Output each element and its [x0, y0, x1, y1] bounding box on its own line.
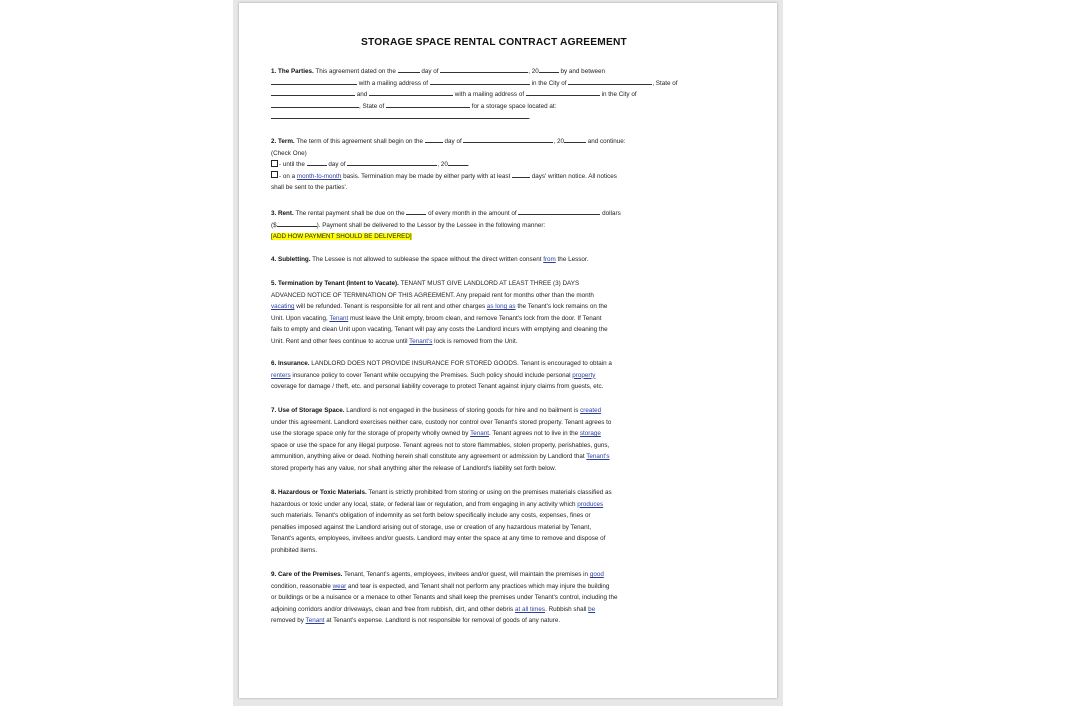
- section-hazardous-materials: [271, 487, 717, 557]
- link[interactable]: Tenant: [470, 430, 489, 438]
- text: and tear is expected, and Tenant shall not perform any practices which may injure the building: [348, 582, 610, 590]
- text: shall be sent to the parties'.: [271, 184, 348, 192]
- section-termination: [271, 278, 717, 348]
- link[interactable]: month-to-month: [296, 172, 342, 180]
- text: day of: [328, 161, 346, 169]
- text: (Check One): [271, 149, 307, 157]
- text: Tenant's agents, employees, invitees and/or guests. Landlord may enter the space at any time to remove and dispose of: [271, 535, 606, 543]
- text: . Rubbish shall: [545, 605, 587, 613]
- text: days' written notice. All notices: [531, 172, 617, 180]
- link[interactable]: Tenant's: [586, 453, 610, 461]
- blank-field[interactable]: [277, 220, 317, 227]
- blank-field[interactable]: [386, 101, 470, 108]
- text: Tenant is strictly prohibited from storing or using on the premises materials classified as: [368, 489, 612, 496]
- blank-field[interactable]: [440, 66, 528, 73]
- blank-field[interactable]: [271, 89, 355, 96]
- section-heading: 2. Term.: [271, 138, 295, 145]
- text: adjoining corridors and/or driveways, clean and free from rubbish, dirt, and other debris: [271, 605, 514, 613]
- checkbox-month-to-month[interactable]: [271, 171, 278, 178]
- text: Unit. Upon vacating,: [271, 314, 328, 322]
- text: will be refunded. Tenant is responsible for all rent and other charges: [296, 303, 486, 311]
- section-parties: 1. The Parties. This agreement dated on the day of , 20 by and between with a mailing address of in the City of , State of and with a mailing address of in the City of , State of for a storage space located at: .: [271, 68, 678, 122]
- text: dollars: [602, 210, 621, 217]
- blank-field[interactable]: [425, 136, 443, 143]
- blank-field[interactable]: [406, 208, 426, 215]
- text: - on a: [279, 172, 296, 180]
- text: stored property has any value, nor shall anything alter the release of Landlord's liability set forth below.: [271, 464, 557, 472]
- link[interactable]: Tenant: [329, 314, 349, 322]
- section-insurance: [271, 358, 717, 393]
- text: Landlord is not engaged in the business of storing goods for hire and no bailment is: [346, 407, 579, 414]
- link[interactable]: Tenant: [305, 617, 325, 625]
- section-care-of-premises: [271, 569, 717, 627]
- section-term: 2. Term. The term of this agreement shall begin on the day of , 20 and continue: (Check One) - until the day of , 20 . - on a month-to-month basis. Termination may be made by either party with at least days' written notice. All notices shall be sent to the parties'.: [271, 138, 626, 192]
- section-heading: 7. Use of Storage Space.: [271, 407, 345, 414]
- blank-field[interactable]: [448, 159, 468, 166]
- link[interactable]: produces: [577, 500, 604, 508]
- section-heading: 8. Hazardous or Toxic Materials.: [271, 489, 367, 496]
- text: by and between: [560, 68, 605, 75]
- text: the Lessor.: [557, 256, 589, 263]
- link[interactable]: created: [580, 407, 602, 414]
- text: , 20: [528, 68, 539, 75]
- text: . Tenant agrees not to live in the: [488, 430, 579, 438]
- blank-field[interactable]: [463, 136, 553, 143]
- blank-field[interactable]: [512, 171, 530, 178]
- highlighted-placeholder: [ADD HOW PAYMENT SHOULD BE DELIVERED]: [271, 233, 412, 241]
- text: fails to empty and clean Unit upon vacating, Tenant will pay any costs the Landlord incurs with emptying and cleaning the: [271, 326, 608, 334]
- text: insurance policy to cover Tenant while occupying the Premises. Such policy should include personal: [292, 371, 571, 379]
- blank-field[interactable]: [271, 101, 359, 108]
- link[interactable]: good: [589, 571, 604, 578]
- text: removed by: [271, 617, 304, 625]
- text: day of: [421, 68, 439, 75]
- blank-field[interactable]: [518, 208, 600, 215]
- blank-field[interactable]: [271, 112, 529, 119]
- text: , State of: [652, 79, 678, 87]
- text: and continue:: [587, 138, 626, 145]
- blank-field[interactable]: [539, 66, 559, 73]
- blank-field[interactable]: [568, 78, 652, 85]
- document-title: STORAGE SPACE RENTAL CONTRACT AGREEMENT: [361, 37, 627, 48]
- section-heading: 6. Insurance.: [271, 360, 310, 367]
- link[interactable]: storage: [579, 430, 601, 438]
- link[interactable]: vacating: [271, 303, 295, 311]
- text: ADVANCED NOTICE OF TERMINATION OF THIS AGREEMENT. Any prepaid rent for months other than the month: [271, 291, 594, 299]
- blank-field[interactable]: [347, 159, 437, 166]
- text: LANDLORD DOES NOT PROVIDE INSURANCE FOR STORED GOODS. Tenant is encouraged to obtain a: [311, 360, 612, 367]
- text: under this agreement. Landlord exercises neither care, custody nor control over Tenant's stored property. Tenant agrees to: [271, 418, 612, 426]
- checkbox-until[interactable]: [271, 160, 278, 167]
- text: or buildings or be a nuisance or a menace to other Tenants and shall keep the premises under Tenant's control, including the: [271, 594, 618, 602]
- blank-field[interactable]: [564, 136, 586, 143]
- text: coverage for damage / theft, etc. and personal liability coverage to protect Tenant against injury claims from guests, etc.: [271, 383, 604, 391]
- section-heading: 3. Rent.: [271, 210, 294, 217]
- text: basis. Termination may be made by either party with at least: [343, 172, 511, 180]
- text: and: [356, 91, 368, 99]
- text: in the City of: [601, 91, 637, 99]
- section-subletting: [271, 254, 717, 266]
- section-heading: 9. Care of the Premises.: [271, 571, 343, 578]
- text: This agreement dated on the: [315, 68, 396, 75]
- text: with a mailing address of: [358, 79, 429, 87]
- blank-field[interactable]: [307, 159, 327, 166]
- text: in the City of: [531, 79, 567, 87]
- text: use the storage space only for the storage of property wholly owned by: [271, 430, 469, 438]
- link[interactable]: as long as: [486, 303, 516, 311]
- section-use-of-storage-space: [271, 405, 717, 475]
- link[interactable]: property: [572, 371, 596, 379]
- text: Unit. Rent and other fees continue to accrue until: [271, 337, 408, 345]
- link[interactable]: at all times: [514, 605, 546, 613]
- text: ($: [271, 221, 277, 229]
- text: must leave the Unit empty, broom clean, and remove Tenant's lock from the door. If Tenant: [350, 314, 602, 322]
- text: lock is removed from the Unit.: [434, 337, 518, 345]
- blank-field[interactable]: [398, 66, 420, 73]
- text: ammunition, anything alive or dead. Nothing herein shall constitute any agreement or admission by Landlord that: [271, 453, 585, 461]
- blank-field[interactable]: [526, 89, 600, 96]
- blank-field[interactable]: [430, 78, 530, 85]
- text: prohibited items.: [271, 546, 318, 554]
- text: , State of: [359, 102, 385, 110]
- section-heading: 1. The Parties.: [271, 68, 314, 75]
- section-heading: 5. Termination by Tenant (Intent to Vacate).: [271, 280, 399, 287]
- text: at Tenant's expense. Landlord is not responsible for removal of goods of any nature.: [326, 617, 561, 625]
- text: hazardous or toxic under any local, state, or federal law or regulation, and from engaging in any activity which: [271, 500, 576, 508]
- text: for a storage space located at:: [471, 102, 557, 110]
- text: ). Payment shall be delivered to the Lessor by the Lessee in the following manner:: [316, 221, 546, 229]
- text: condition, reasonable: [271, 582, 331, 590]
- text: The term of this agreement shall begin on the: [296, 138, 424, 145]
- text: - until the: [279, 161, 305, 169]
- text: of every month in the amount of: [428, 210, 517, 217]
- text: , 20: [553, 138, 564, 145]
- section-heading: 4. Subletting.: [271, 256, 311, 263]
- link[interactable]: renters: [271, 371, 291, 379]
- section-rent: [271, 208, 717, 243]
- link[interactable]: Tenant's: [409, 337, 433, 345]
- link[interactable]: wear: [332, 582, 347, 590]
- link[interactable]: from: [543, 256, 556, 263]
- blank-field[interactable]: [369, 89, 453, 96]
- blank-field[interactable]: [271, 78, 357, 85]
- text: day of: [444, 138, 462, 145]
- link[interactable]: be: [588, 605, 596, 613]
- text: such materials. Tenant's obligation of indemnity as set forth below specifically include any costs, expenses, fines or: [271, 512, 591, 520]
- text: Tenant, Tenant's agents, employees, invitees and/or guest, will maintain the premises in: [344, 571, 589, 578]
- text: the Tenant's lock remains on the: [517, 303, 608, 311]
- text: , 20: [437, 161, 448, 169]
- document-page: [239, 3, 777, 698]
- text: penalties imposed against the Landlord arising out of storage, use or creation of any hazardous material by Tenant,: [271, 523, 592, 531]
- text: The Lessee is not allowed to sublease the space without the direct written consent: [312, 256, 542, 263]
- text: TENANT MUST GIVE LANDLORD AT LEAST THREE (3) DAYS: [400, 280, 580, 287]
- text: space or use the space for any illegal purpose. Tenant agrees not to store flammables, stolen property, perishables, guns,: [271, 441, 610, 449]
- text: The rental payment shall be due on the: [295, 210, 405, 217]
- text: with a mailing address of: [454, 91, 525, 99]
